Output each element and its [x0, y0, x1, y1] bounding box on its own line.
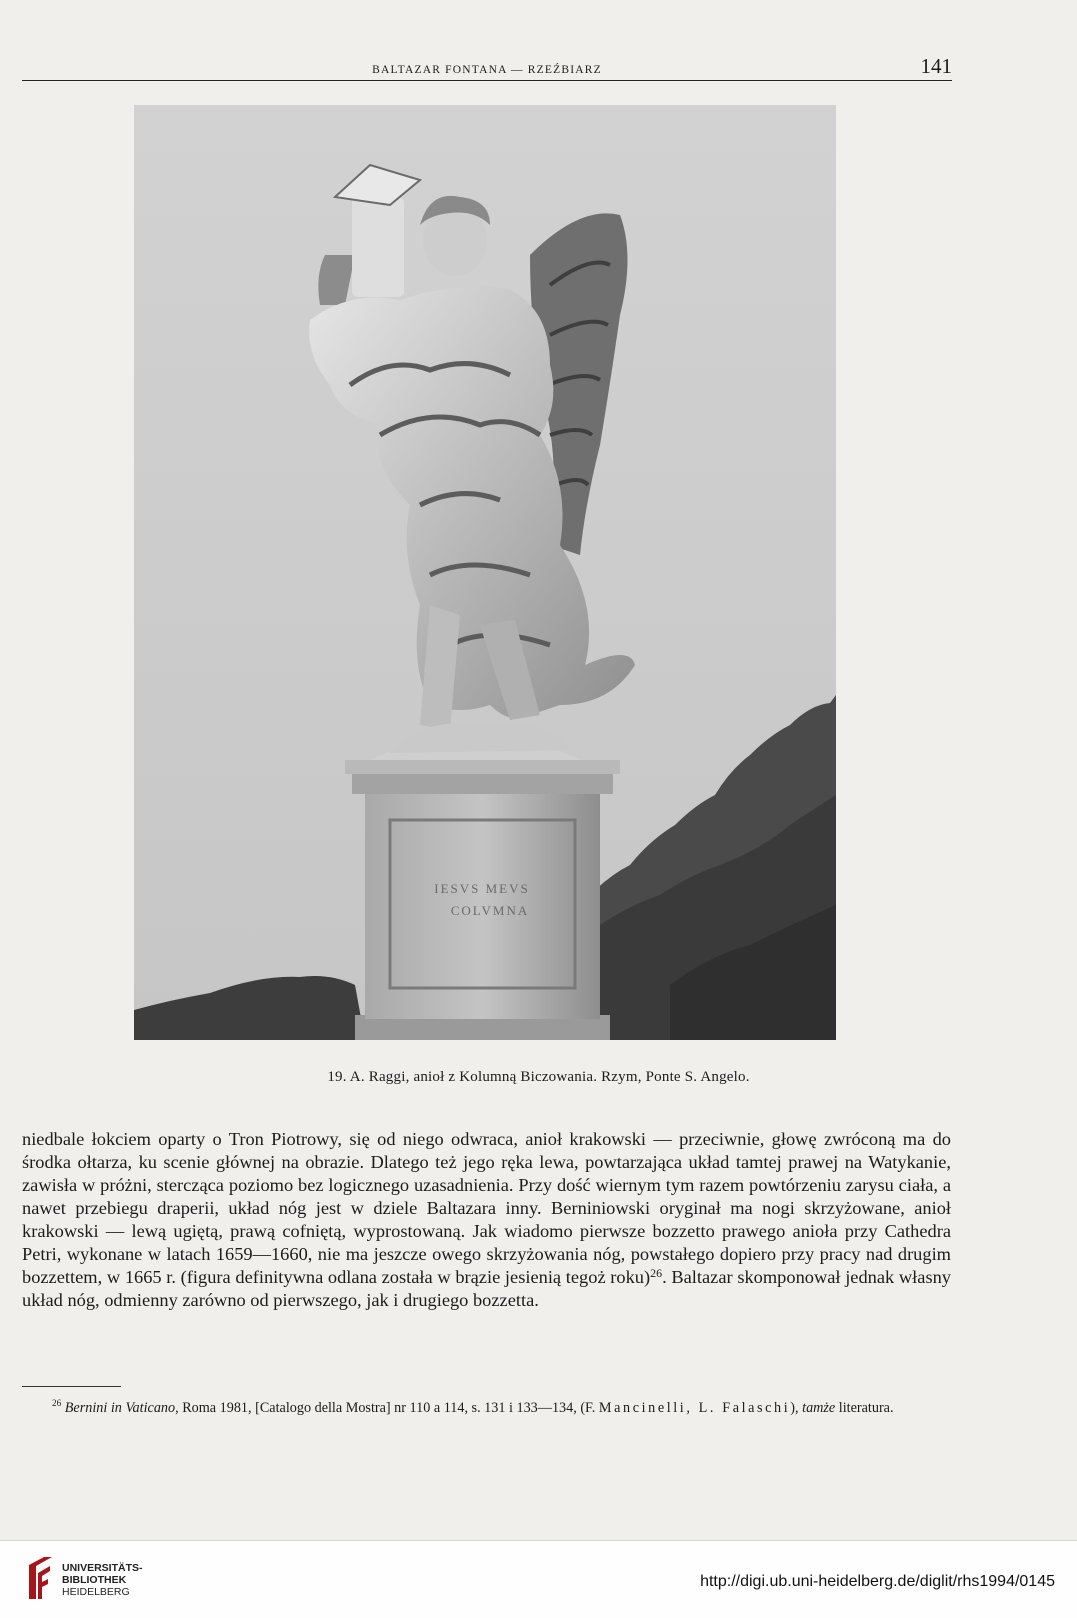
- running-title: BALTAZAR FONTANA — RZEŹBIARZ: [372, 64, 602, 76]
- footnote: [22, 1398, 951, 1418]
- digitization-footer: [0, 1540, 1077, 1618]
- running-header: [22, 50, 952, 81]
- body-text-part1: niedbale łokciem oparty o Tron Piotrowy, się od niego odwraca, anioł krakowski — przeciwnie, głowę zwróconą ma do środka ołtarza, ku scenie głównej na obrazie. Dlatego też jego ręka lewa, powtarzająca układ tamtej prawej na Watykanie, zawisła w próżni, stercząca poziomo bez logicznego uzasadnienia. Przy dość wiernym tym razem powtórzeniu zarysu ciała, a nawet przebiegu draperii, układ nóg jest w dziele Baltazara inny. Berniniowski oryginał ma nogi skrzyżowane, anioł krakowski — lewą ugiętą, prawą cofniętą, wyprostowaną. Jak wiadomo pierwsze bozzetto prawego anioła przy Cathedra Petri, wykonane w latach 1659—1660, nie ma jeszcze owego skrzyżowania nóg, powstałego dopiero przy pracy nad drugim bozzettem, w 1665 r. (figura definitywna odlana została w brązie jesienią tegoż roku): [22, 1129, 951, 1287]
- figure-photograph: [130, 105, 840, 1055]
- library-name: [62, 1562, 143, 1598]
- plinth-inscription-line1: IESVS MEVS: [434, 881, 530, 896]
- statue-column: [352, 197, 404, 297]
- source-url[interactable]: http://digi.ub.uni-heidelberg.de/diglit/rhs1994/0145: [700, 1573, 1055, 1590]
- library-line2: BIBLIOTHEK: [62, 1574, 127, 1586]
- library-line3: HEIDELBERG: [62, 1586, 130, 1598]
- footnote-text2: ),: [790, 1400, 799, 1416]
- library-logo-icon: [26, 1555, 54, 1601]
- library-line1: UNIVERSITÄTS-: [62, 1562, 143, 1574]
- figure-caption: 19. A. Raggi, anioł z Kolumną Biczowania. Rzym, Ponte S. Angelo.: [327, 1069, 750, 1085]
- plinth-inscription-line2: COLVMNA: [450, 903, 530, 918]
- angel-statue-photo: [130, 105, 840, 1055]
- footnote-authors: Mancinelli, L. Falaschi: [598, 1400, 791, 1416]
- pedestal: [345, 742, 620, 1040]
- body-paragraph: [22, 1128, 951, 1312]
- footnote-title: Bernini in Vaticano: [64, 1400, 176, 1416]
- footnote-tamze: tamże: [802, 1400, 836, 1416]
- footnote-text3: literatura.: [835, 1400, 894, 1416]
- footnote-number: 26: [52, 1398, 62, 1408]
- footnote-reference: 26: [650, 1266, 663, 1280]
- footnote-divider: [22, 1386, 121, 1387]
- footnote-text1: , Roma 1981, [Catalogo della Mostra] nr 110 a 114, s. 131 i 133—134, (F.: [175, 1400, 599, 1416]
- page-number: 141: [920, 54, 952, 78]
- body-text-part2: . Baltazar skomponował jednak własny układ nóg, odmienny zarówno od pierwszego, jak i drugiego bozzetta.: [22, 1267, 951, 1310]
